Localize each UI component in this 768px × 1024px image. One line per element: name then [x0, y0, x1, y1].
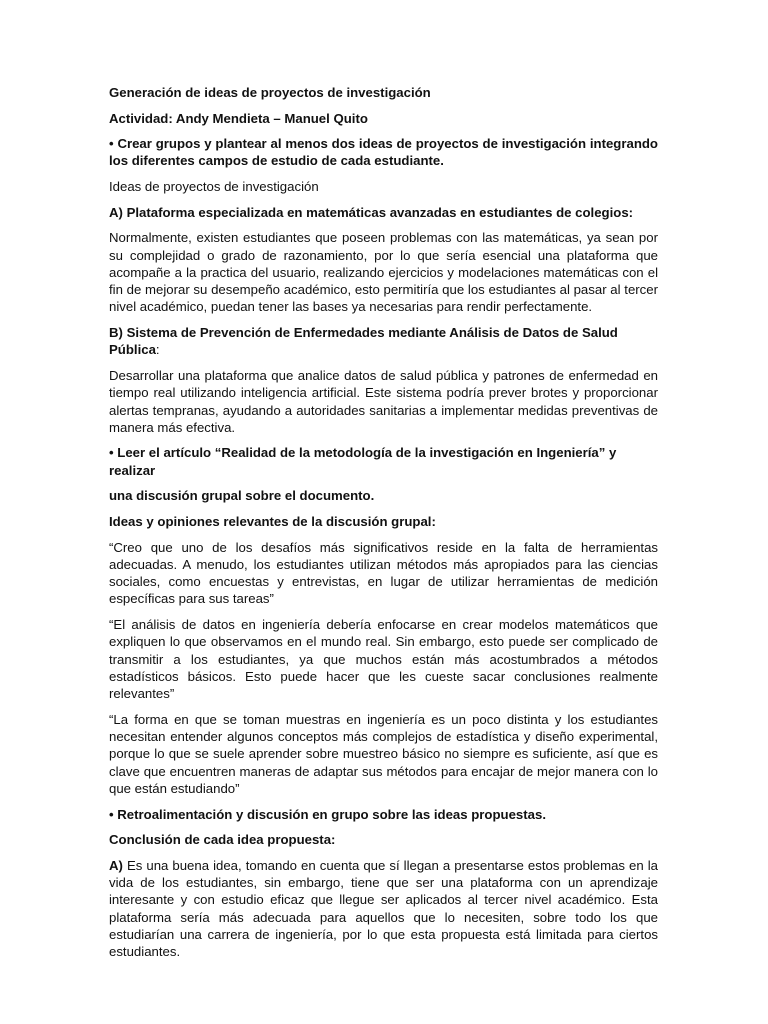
- conclusion-heading: Conclusión de cada idea propuesta:: [109, 832, 336, 848]
- idea-b-heading-colon: :: [155, 342, 160, 358]
- conclusion-a-body: Es una buena idea, tomando en cuenta que sí llegan a presentarse estos problemas en la vida de los estudiantes, sin embargo, tiene que ser una plataforma con un aprendizaje interesante y con estudio eficaz que llegue ser aplicados al tercer nivel académico. Esta plataforma sería más adecuada para aquellos que lo necesiten, sobre todo los que estudiarían una carrera de ingeniería, por lo que esta propuesta está limitada para ciertos estudiantes.: [109, 857, 658, 960]
- idea-b-body: Desarrollar una plataforma que analice datos de salud pública y patrones de enfermedad en tiempo real utilizando inteligencia artificial. Este sistema podría prever brotes y proporcionar alertas tempranas, ayudando a autoridades sanitarias a implementar medidas preventivas de manera más efectiva.: [109, 367, 658, 435]
- discussion-quote: “Creo que uno de los desafíos más significativos reside en la falta de herramientas adecuadas. A menudo, los estudiantes utilizan métodos más apropiados para las ciencias sociales, como encuestas y entrevistas, en lugar de utilizar herramientas de medición específicas para sus tareas”: [109, 539, 658, 607]
- activity-authors: Actividad: Andy Mendieta – Manuel Quito: [109, 110, 368, 126]
- conclusion-a: [109, 857, 658, 961]
- task-read-article: • Leer el artículo “Realidad de la metodología de la investigación en Ingeniería” y realizar: [109, 445, 617, 478]
- document-title: Generación de ideas de proyectos de investigación: [109, 85, 431, 100]
- discussion-quote: “El análisis de datos en ingeniería debería enfocarse en crear modelos matemáticos que expliquen lo que observamos en el mundo real. Sin embargo, esto puede ser complicado de transmitir a los estudiantes, ya que muchos están más acostumbrados a métodos estadísticos básicos. Esto puede hacer que les cueste sacar conclusiones realmente relevantes”: [109, 616, 658, 702]
- idea-b-heading: B) Sistema de Prevención de Enfermedades mediante Análisis de Datos de Salud Pública: [109, 325, 618, 358]
- opinions-heading: Ideas y opiniones relevantes de la discusión grupal:: [109, 513, 436, 529]
- conclusion-a-label: A): [109, 857, 123, 873]
- discussion-quote: “La forma en que se toman muestras en ingeniería es un poco distinta y los estudiantes necesitan entender algunos conceptos más complejos de estadística y diseño experimental, porque lo que se suele aprender sobre muestreo básico no siempre es suficiente, así que es clave que encuentren maneras de adaptar sus métodos para encajar de mejor manera con lo que están estudiando”: [109, 711, 658, 796]
- task-feedback: • Retroalimentación y discusión en grupo sobre las ideas propuestas.: [109, 806, 546, 822]
- idea-a-heading: A) Plataforma especializada en matemáticas avanzadas en estudiantes de colegios:: [109, 204, 634, 220]
- task-create-groups: • Crear grupos y plantear al menos dos ideas de proyectos de investigación integrando los diferentes campos de estudio de cada estudiante.: [109, 136, 658, 169]
- ideas-heading: Ideas de proyectos de investigación: [109, 179, 319, 195]
- task-read-article-continued: una discusión grupal sobre el documento.: [109, 488, 375, 504]
- idea-a-body: Normalmente, existen estudiantes que poseen problemas con las matemáticas, ya sean por su complejidad o grado de razonamiento, por lo que sería esencial una plataforma que acompañe a la practica del usuario, realizando ejercicios y modelaciones matemáticas con el fin de mejorar su desempeño académico, esto permitiría que los estudiantes al pasar al tercer nivel académico, puedan tener las bases ya necesarias para rendir perfectamente.: [109, 230, 658, 315]
- document-page: [109, 84, 658, 969]
- idea-b-heading-line: [109, 324, 658, 359]
